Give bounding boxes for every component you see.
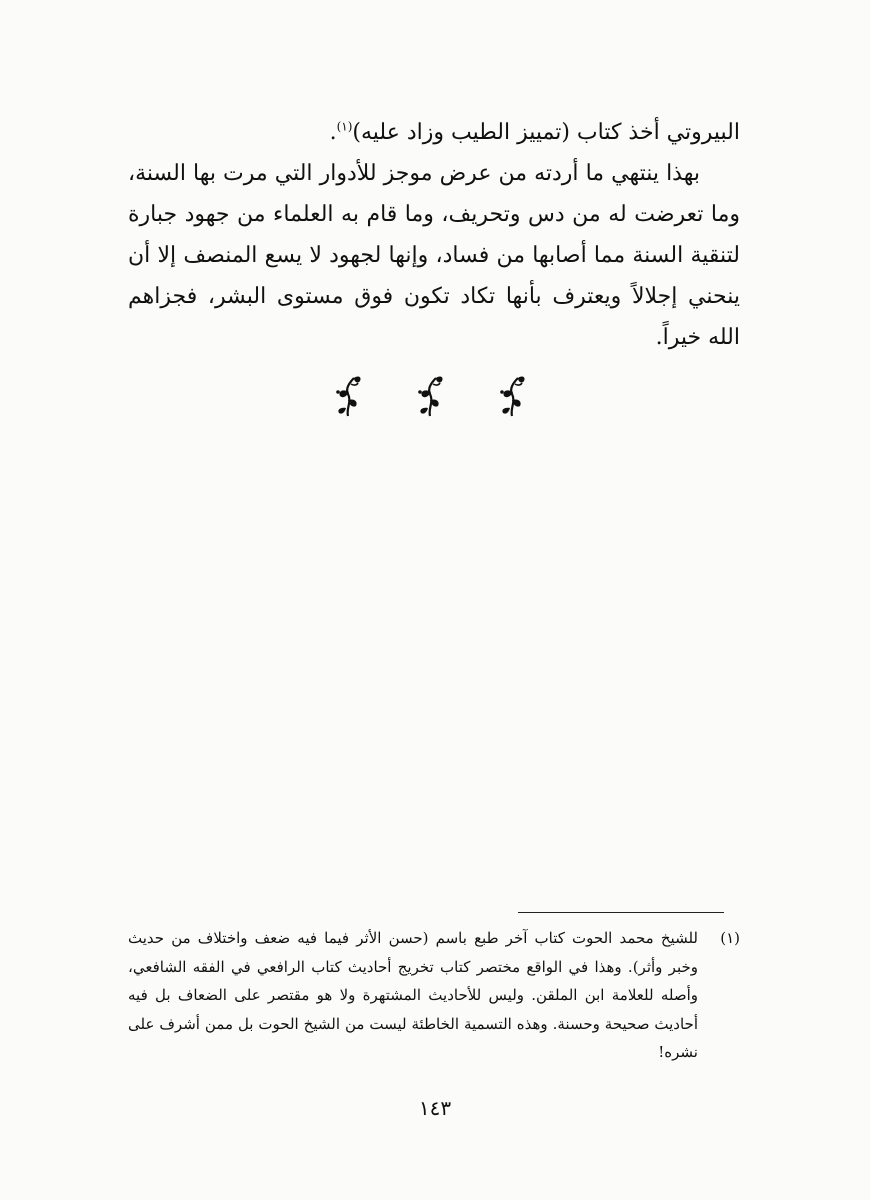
section-divider-ornaments (330, 372, 530, 422)
footnote (128, 924, 740, 1067)
closing-paragraph: بهذا ينتهي ما أردته من عرض موجز للأدوار التي مرت بها السنة، وما تعرضت له من دس وتحريف، وما قام به العلماء من جهود جبارة لتنقية السنة مما أصابها من فساد، وإنها لجهود لا يسع المنصف إلا أن ينحني إجلالاً ويعترف بأنها تكاد تكون فوق مستوى البشر، فجزاهم الله خيراً. (128, 161, 740, 350)
opening-line (128, 112, 740, 153)
floral-ornament-icon (330, 372, 366, 418)
main-text (128, 112, 740, 358)
footnote-number: (١) (720, 929, 740, 947)
opening-line-text: البيروتي أخذ كتاب (تمييز الطيب وزاد عليه) (352, 120, 740, 145)
floral-ornament-icon (412, 372, 448, 418)
floral-ornament-icon (494, 372, 530, 418)
opening-line-end: . (329, 120, 337, 145)
footnote-reference[interactable]: (١) (336, 119, 353, 134)
footnote-text: للشيخ محمد الحوت كتاب آخر طبع باسم (حسن الأثر فيما فيه ضعف واختلاف من حديث وخبر وأثر). وهذا في الواقع مختصر كتاب تخريج أحاديث كتاب الرافعي في الفقه الشافعي، وأصله للعلامة ابن الملقن. وليس للأحاديث المشتهرة ولا هو مقتصر على الضعاف بل فيه أحاديث صحيحة وحسنة. وهذه التسمية الخاطئة ليست من الشيخ الحوت بل ممن أشرف على نشره! (128, 929, 698, 1061)
page-number: ١٤٣ (418, 1096, 452, 1120)
footnote-separator (518, 912, 724, 913)
